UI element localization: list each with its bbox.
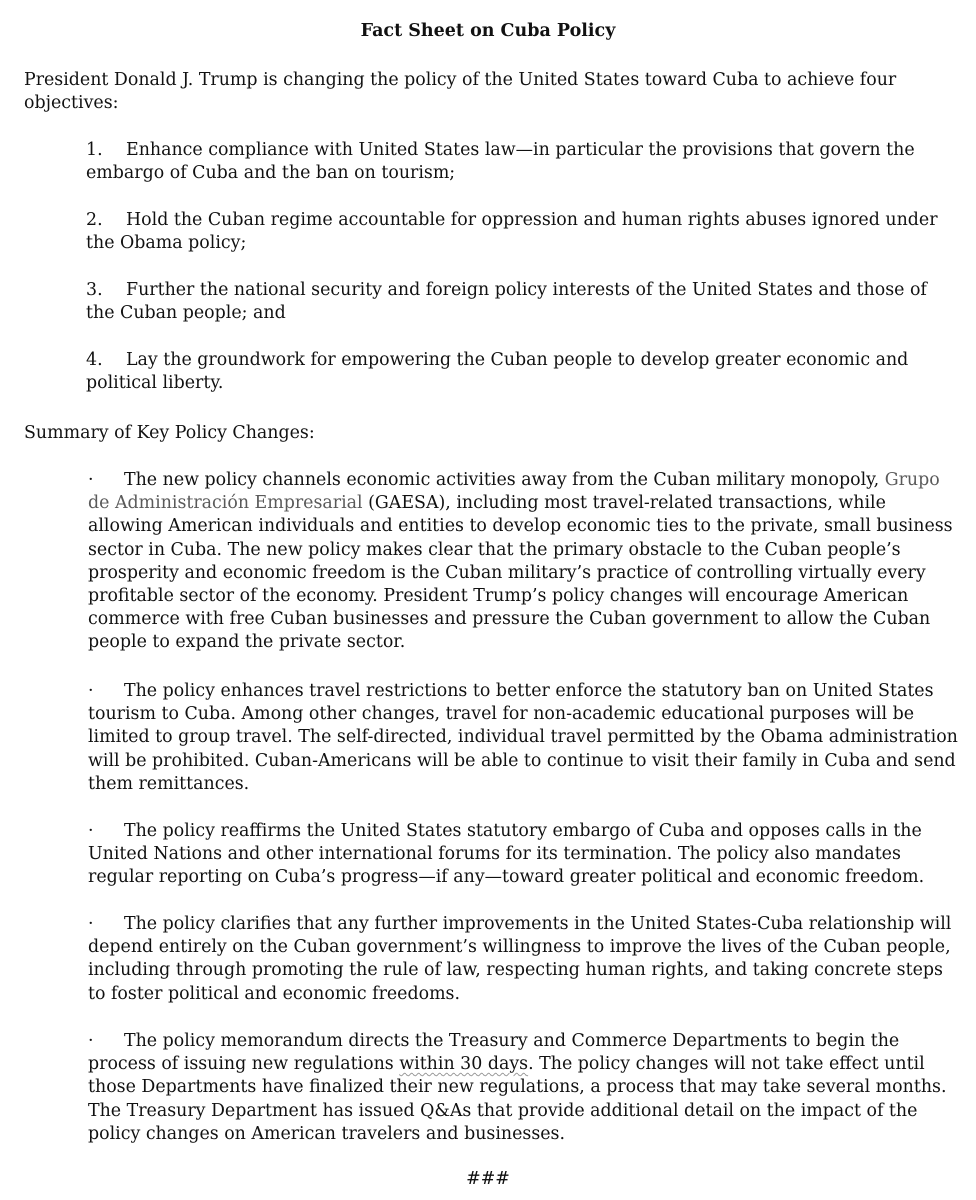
bullet-text: The policy clarifies that any further improvements in the United States-Cuba relationship will depend entirely on the Cuban government’s willingness to improve the lives of the Cuban people, including through promoting the rule of law, respecting human rights, and taking concrete steps to foster political and economic freedoms.	[88, 914, 952, 1004]
bullet-marker: ·	[88, 821, 94, 841]
objective-text: Further the national security and foreign policy interests of the United States and those of the Cuban people; and	[86, 280, 927, 324]
bullet-text: (GAESA), including most travel-related transactions, while allowing American individuals and entities to develop economic ties to the private, small business sector in Cuba. The new policy makes clear that the primary obstacle to the Cuban people’s prosperity and economic freedom is the Cuban military’s practice of controlling virtually every profitable sector of the economy. President Trump’s policy changes will encourage American commerce with free Cuban businesses and pressure the Cuban government to allow the Cuban people to expand the private sector.	[88, 493, 953, 653]
within-30-days: within 30 days	[399, 1054, 529, 1075]
bullet-text: The new policy channels economic activities away from the Cuban military monopoly,	[124, 470, 885, 490]
bullet-marker: ·	[88, 681, 94, 701]
objective-number: 1.	[86, 140, 103, 160]
objective-item	[86, 279, 954, 325]
bullet-marker: ·	[88, 1031, 94, 1051]
objective-number: 4.	[86, 350, 103, 370]
objective-text: Enhance compliance with United States law—in particular the provisions that govern the embargo of Cuba and the ban on tourism;	[86, 140, 915, 184]
objective-text: Hold the Cuban regime accountable for oppression and human rights abuses ignored under the Obama policy;	[86, 210, 938, 254]
policy-bullet	[88, 1030, 958, 1146]
gaesa-name: Grupo de Administración Empresarial	[88, 470, 940, 514]
summary-heading: Summary of Key Policy Changes:	[24, 423, 315, 443]
bullet-marker: ·	[88, 470, 94, 490]
end-mark: ###	[466, 1169, 510, 1189]
policy-bullet	[88, 680, 958, 796]
objective-item	[86, 349, 954, 395]
intro-paragraph: President Donald J. Trump is changing the policy of the United States toward Cuba to achieve four objectives:	[24, 70, 897, 114]
objective-item	[86, 209, 954, 255]
bullet-text: The policy reaffirms the United States statutory embargo of Cuba and opposes calls in the United Nations and other international forums for its termination. The policy also mandates regular reporting on Cuba’s progress—if any—toward greater political and economic freedom.	[88, 821, 925, 888]
policy-bullet	[88, 820, 958, 890]
policy-bullet	[88, 913, 958, 1006]
objective-number: 2.	[86, 210, 103, 230]
bullet-marker: ·	[88, 914, 94, 934]
objective-item	[86, 139, 954, 185]
objective-text: Lay the groundwork for empowering the Cuban people to develop greater economic and political liberty.	[86, 350, 909, 394]
bullet-text: . The policy changes will not take effect until those Departments have finalized their new regulations, a process that may take several months. The Treasury Department has issued Q&As that provide additional detail on the impact of the policy changes on American travelers and businesses.	[88, 1054, 947, 1144]
policy-bullet	[88, 469, 958, 655]
document-title: Fact Sheet on Cuba Policy	[360, 21, 616, 41]
objective-number: 3.	[86, 280, 103, 300]
bullet-text: The policy memorandum directs the Treasury and Commerce Departments to begin the process of issuing new regulations	[88, 1031, 900, 1075]
bullet-text: The policy enhances travel restrictions to better enforce the statutory ban on United States tourism to Cuba. Among other changes, travel for non-academic educational purposes will be limited to group travel. The self-directed, individual travel permitted by the Obama administration will be prohibited. Cuban-Americans will be able to continue to visit their family in Cuba and send them remittances.	[88, 681, 958, 794]
